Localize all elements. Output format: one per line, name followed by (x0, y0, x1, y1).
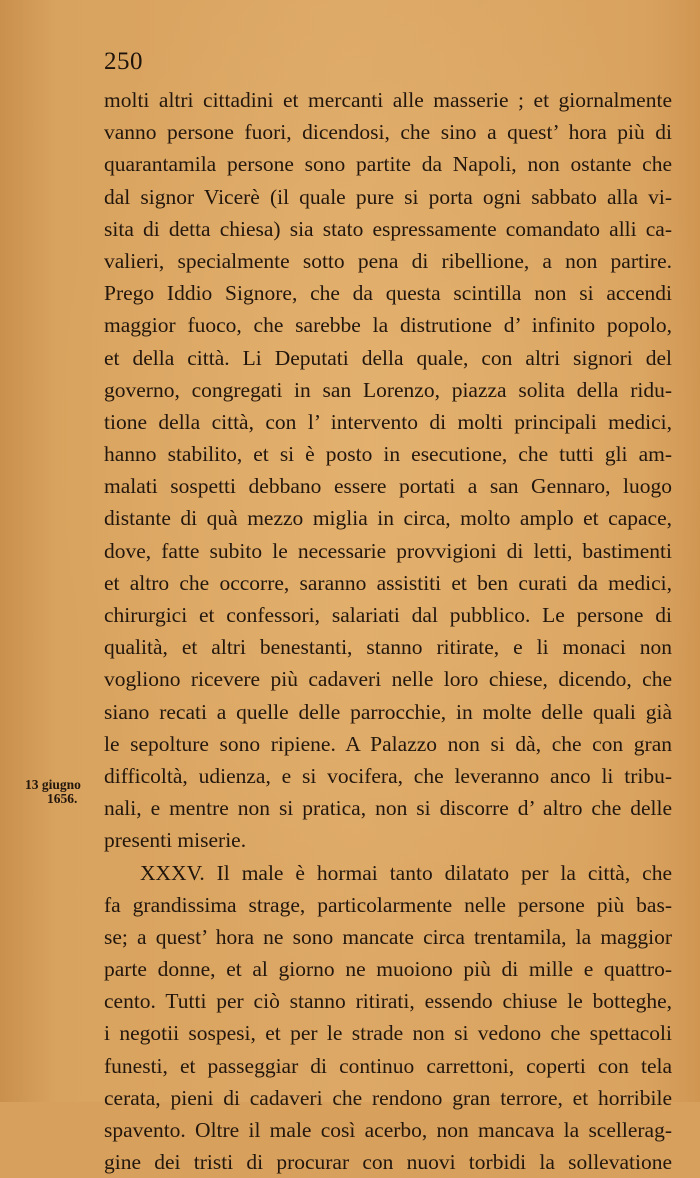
text-line: sita di detta chiesa) sia stato espressamente comandato alli ca- (104, 216, 672, 241)
text-line: se; a quest’ hora ne sono mancate circa trentamila, la maggior (104, 924, 672, 949)
text-line: difficoltà, udienza, e si vocifera, che leveranno anco li tribu- (104, 763, 672, 788)
text-line: i negotii sospesi, et per le strade non si vedono che spettacoli (104, 1021, 672, 1046)
text-line: et della città. Li Deputati della quale, con altri signori del (104, 345, 672, 370)
text-line: Prego Iddio Signore, che da questa scintilla non si accendi (104, 281, 672, 306)
text-line: quarantamila persone sono partite da Napoli, non ostante che (104, 152, 672, 177)
text-line: funesti, et passeggiar di continuo carrettoni, coperti con tela (104, 1053, 672, 1078)
text-line: distante di quà mezzo miglia in circa, molto amplo et capace, (104, 506, 672, 531)
text-line: tione della città, con l’ intervento di molti principali medici, (104, 409, 672, 434)
text-line: qualità, et altri benestanti, stanno ritirate, e li monaci non (104, 635, 672, 660)
text-line: dal signor Vicerè (il quale pure si porta ogni sabbato alla vi- (104, 184, 672, 209)
text-line: chirurgici et confessori, salariati dal pubblico. Le persone di (104, 603, 672, 627)
text-line: siano recati a quelle delle parrocchie, in molte delle quali già (104, 699, 672, 724)
text-line: molti altri cittadini et mercanti alle masserie ; et giornalmente (104, 88, 672, 112)
text-line: et altro che occorre, saranno assistiti et ben curati da medici, (104, 570, 672, 595)
text-line: dove, fatte subito le necessarie provvigioni di letti, bastimenti (104, 538, 672, 563)
text-line: cerata, pieni di cadaveri che rendono gran terrore, et horribile (104, 1085, 672, 1110)
body-text (104, 84, 672, 1178)
text-line: maggior fuoco, che sarebbe la distrutione d’ infinito popolo, (104, 313, 672, 338)
margin-note-year: 1656. (47, 791, 78, 806)
margin-note (25, 778, 105, 806)
page-number: 250 (104, 48, 143, 75)
text-line: governo, congregati in san Lorenzo, piazza solita della ridu- (104, 377, 672, 402)
text-line: gine dei tristi di procurar con nuovi torbidi la sollevatione (104, 1150, 672, 1175)
text-line: valieri, specialmente sotto pena di ribellione, a non partire. (104, 248, 672, 273)
text-line: vanno persone fuori, dicendosi, che sino a quest’ hora più di (104, 120, 672, 145)
text-line: spavento. Oltre il male così acerbo, non mancava la scellerag- (104, 1118, 672, 1142)
text-line: malati sospetti debbano essere portati a san Gennaro, luogo (104, 474, 672, 499)
text-line: cento. Tutti per ciò stanno ritirati, essendo chiuse le botteghe, (104, 989, 672, 1014)
text-line: nali, e mentre non si pratica, non si discorre d’ altro che delle (104, 796, 672, 821)
text-line: vogliono ricevere più cadaveri nelle loro chiese, dicendo, che (104, 667, 672, 692)
text-line: presenti miserie. (104, 828, 247, 853)
text-line: le sepolture sono ripiene. A Palazzo non si dà, che con gran (104, 731, 672, 756)
section-heading-line: XXXV. Il male è hormai tanto dilatato per la città, che (140, 860, 672, 885)
text-line: parte donne, et al giorno ne muoiono più di mille e quattro- (104, 957, 672, 982)
text-line: fa grandissima strage, particolarmente nelle persone più bas- (104, 892, 672, 917)
text-line: hanno stabilito, et si è posto in esecutione, che tutti gli am- (104, 442, 672, 467)
margin-note-date: 13 giugno (25, 777, 81, 792)
